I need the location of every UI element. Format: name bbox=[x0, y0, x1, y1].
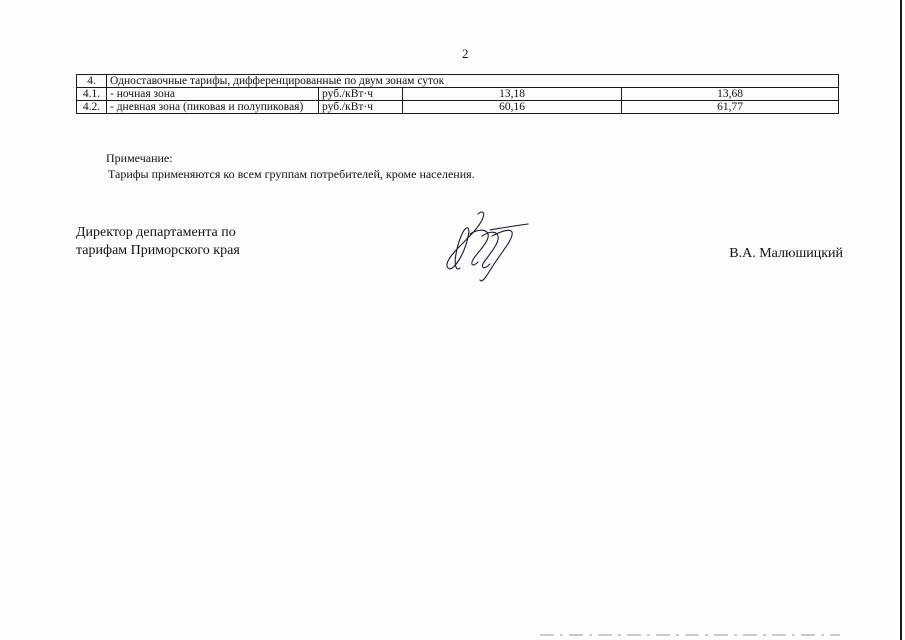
table-row bbox=[77, 75, 839, 88]
signer-position bbox=[76, 224, 316, 260]
row-unit: руб./кВт·ч bbox=[319, 88, 403, 101]
row-value: 60,16 bbox=[403, 101, 622, 114]
page-number: 2 bbox=[462, 46, 469, 61]
tariff-table bbox=[76, 74, 839, 114]
row-value: 13,68 bbox=[622, 88, 839, 101]
signer-name: В.А. Малюшицкий bbox=[729, 246, 843, 261]
row-number: 4. bbox=[77, 75, 107, 88]
row-value: 61,77 bbox=[622, 101, 839, 114]
note bbox=[106, 150, 475, 182]
table-row bbox=[77, 101, 839, 114]
row-unit: руб./кВт·ч bbox=[319, 101, 403, 114]
row-label: - дневная зона (пиковая и полупиковая) bbox=[107, 101, 319, 114]
page-edge bbox=[900, 0, 902, 640]
signature-icon bbox=[430, 206, 530, 286]
row-value: 13,18 bbox=[403, 88, 622, 101]
row-label: Одноставочные тарифы, дифференцированные по двум зонам суток bbox=[107, 75, 839, 88]
signer-position-line: Директор департамента по bbox=[76, 225, 236, 240]
signer-position-line: тарифам Приморского края bbox=[76, 243, 240, 258]
note-text: Тарифы применяются ко всем группам потребителей, кроме населения. bbox=[108, 167, 475, 181]
note-title: Примечание: bbox=[106, 151, 173, 165]
scan-artifact bbox=[540, 634, 840, 636]
row-number: 4.1. bbox=[77, 88, 107, 101]
table-row bbox=[77, 88, 839, 101]
row-label: - ночная зона bbox=[107, 88, 319, 101]
row-number: 4.2. bbox=[77, 101, 107, 114]
